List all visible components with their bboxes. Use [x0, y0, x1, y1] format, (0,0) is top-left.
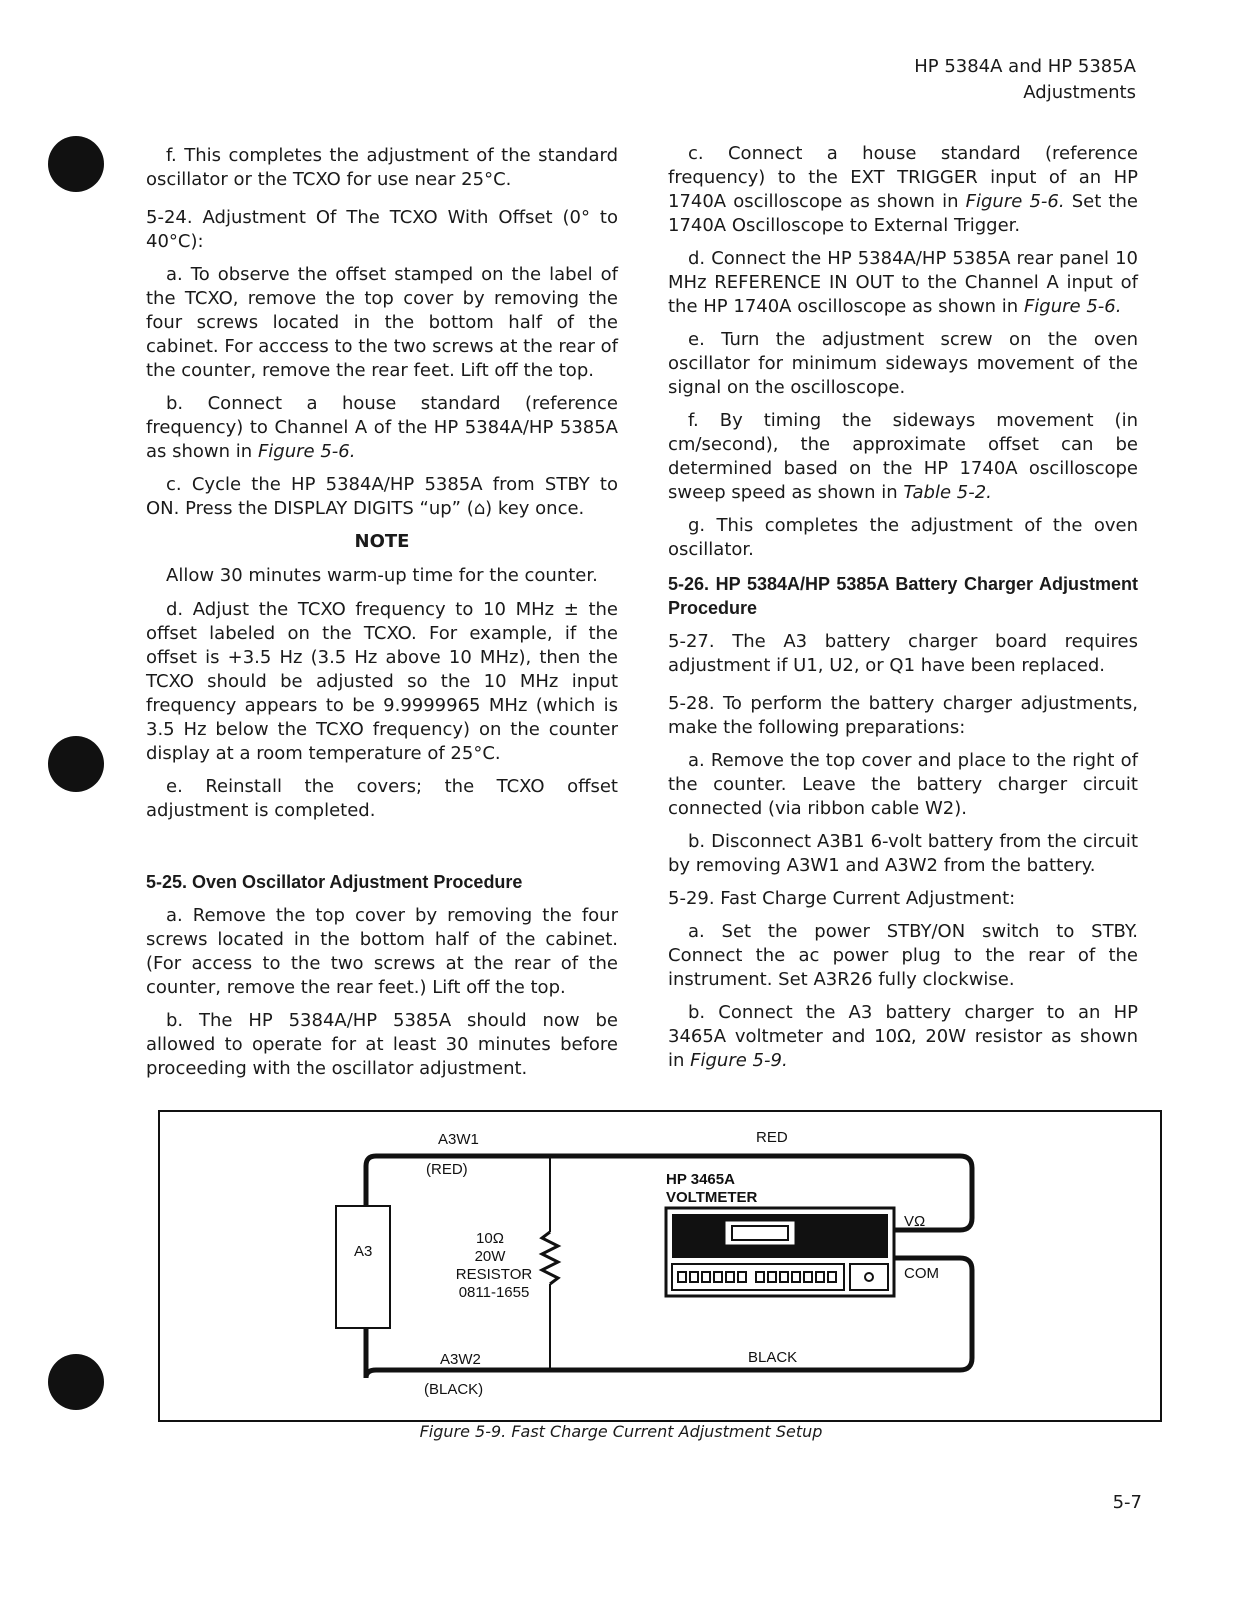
header-section: Adjustments [1023, 82, 1136, 103]
section-5-25-heading: 5-25. Oven Oscillator Adjustment Procedure [146, 872, 523, 892]
label-voltmeter-model: HP 3465A [666, 1171, 735, 1188]
section-5-24: 5-24. Adjustment Of The TCXO With Offset (0° to 40°C): [146, 207, 618, 252]
paragraph: f. This completes the adjustment of the standard oscillator or the TCXO for use near 25°C. [146, 145, 618, 190]
page-number: 5-7 [1112, 1492, 1142, 1513]
paragraph: a. Remove the top cover and place to the right of the counter. Leave the battery charger circuit connected (via ribbon cable W2). [668, 750, 1138, 819]
label-black: BLACK [748, 1349, 798, 1366]
keypad-buttons [678, 1272, 836, 1282]
paragraph: b. The HP 5384A/HP 5385A should now be allowed to operate for at least 30 minutes before proceeding with the oscillator adjustment. [146, 1010, 618, 1079]
paragraph: b. Disconnect A3B1 6-volt battery from the circuit by removing A3W1 and A3W2 from the battery. [668, 831, 1138, 876]
note-title: NOTE [354, 531, 410, 552]
paragraph: a. Remove the top cover by removing the four screws located in the bottom half of the cabinet. (For access to the two screws at the rear of the counter, remove the rear feet.) Lift off the top. [146, 905, 618, 998]
paragraph: c. Connect a house standard (reference frequency) to the EXT TRIGGER input of an HP 1740A oscilloscope as shown in Figure 5-6. Set the 1740A Oscilloscope to External Trigger. [668, 143, 1138, 236]
label-vohm-terminal: VΩ [904, 1213, 926, 1230]
figure-ref: Figure 5-6. [965, 191, 1065, 212]
figure-ref: Figure 5-6. [257, 441, 356, 462]
label-a3w1: A3W1 [438, 1131, 479, 1148]
page-header [914, 54, 1136, 106]
paragraph: a. To observe the offset stamped on the label of the TCXO, remove the top cover by removing the four screws located in the bottom half of the cabinet. For acccess to the two screws at the rear of the counter, remove the rear feet. Lift off the top. [146, 264, 618, 381]
paragraph: a. Set the power STBY/ON switch to STBY. Connect the ac power plug to the rear of the instrument. Set A3R26 fully clockwise. [668, 921, 1138, 990]
paragraph: d. Adjust the TCXO frequency to 10 MHz ± the offset labeled on the TCXO. For example, if the offset is +3.5 Hz (3.5 Hz above 10 MHz), then the TCXO should be adjusted so the 10 MHz input frequency appears to be 9.9999965 MHz (which is 3.5 Hz below the TCXO frequency) on the counter display at a room temperature of 25°C. [146, 599, 618, 764]
paragraph: e. Turn the adjustment screw on the oven oscillator for minimum sideways movement of the signal on the oscilloscope. [668, 329, 1138, 398]
note-body: Allow 30 minutes warm-up time for the counter. [166, 565, 598, 586]
label-a3: A3 [354, 1243, 373, 1260]
paragraph: f. By timing the sideways movement (in cm/second), the approximate offset can be determined based on the HP 1740A oscilloscope sweep speed as shown in Table 5-2. [668, 410, 1138, 503]
paragraph: e. Reinstall the covers; the TCXO offset adjustment is completed. [146, 776, 618, 821]
label-red-paren: (RED) [426, 1161, 468, 1178]
figure-ref: Figure 5-6. [1023, 296, 1122, 317]
left-column [146, 144, 618, 1090]
label-voltmeter: VOLTMETER [666, 1189, 758, 1206]
label-com-terminal: COM [904, 1265, 939, 1282]
binder-hole [48, 1354, 104, 1410]
label-resistance: 10Ω [476, 1230, 504, 1247]
label-part-number: 0811-1655 [458, 1284, 530, 1301]
figure-caption: Figure 5-9. Fast Charge Current Adjustment Setup [419, 1422, 823, 1441]
a3-board [336, 1206, 390, 1328]
figure-ref: Figure 5-9. [690, 1050, 788, 1071]
figure-5-9 [158, 1110, 1162, 1422]
table-ref: Table 5-2. [903, 482, 992, 503]
terminal-panel [850, 1264, 888, 1290]
resistor-symbol [542, 1232, 558, 1284]
paragraph: b. Connect a house standard (reference frequency) to Channel A of the HP 5384A/HP 5385A as shown in Figure 5-6. [146, 393, 618, 462]
binder-hole [48, 136, 104, 192]
right-column [668, 142, 1138, 1082]
binder-hole [48, 736, 104, 792]
label-black-paren: (BLACK) [424, 1381, 484, 1398]
paragraph: c. Cycle the HP 5384A/HP 5385A from STBY to ON. Press the DISPLAY DIGITS “up” (⌂) key once. [146, 474, 618, 519]
section-5-28: 5-28. To perform the battery charger adjustments, make the following preparations: [668, 693, 1138, 738]
paragraph: d. Connect the HP 5384A/HP 5385A rear panel 10 MHz REFERENCE IN OUT to the Channel A input of the HP 1740A oscilloscope as shown in Figure 5-6. [668, 248, 1138, 317]
label-wattage: 20W [474, 1248, 506, 1265]
section-5-26-heading: 5-26. HP 5384A/HP 5385A Battery Charger Adjustment Procedure [668, 574, 1138, 618]
section-5-29: 5-29. Fast Charge Current Adjustment: [668, 888, 1016, 909]
wiring-diagram [160, 1112, 1160, 1420]
paragraph: b. Connect the A3 battery charger to an HP 3465A voltmeter and 10Ω, 20W resistor as shown in Figure 5-9. [668, 1002, 1138, 1071]
label-resistor: RESISTOR [455, 1266, 533, 1283]
paragraph: g. This completes the adjustment of the oven oscillator. [668, 515, 1138, 560]
header-title: HP 5384A and HP 5385A [914, 56, 1136, 77]
section-5-27: 5-27. The A3 battery charger board requires adjustment if U1, U2, or Q1 have been replaced. [668, 631, 1138, 676]
label-a3w2: A3W2 [440, 1351, 481, 1368]
label-red: RED [756, 1129, 788, 1146]
